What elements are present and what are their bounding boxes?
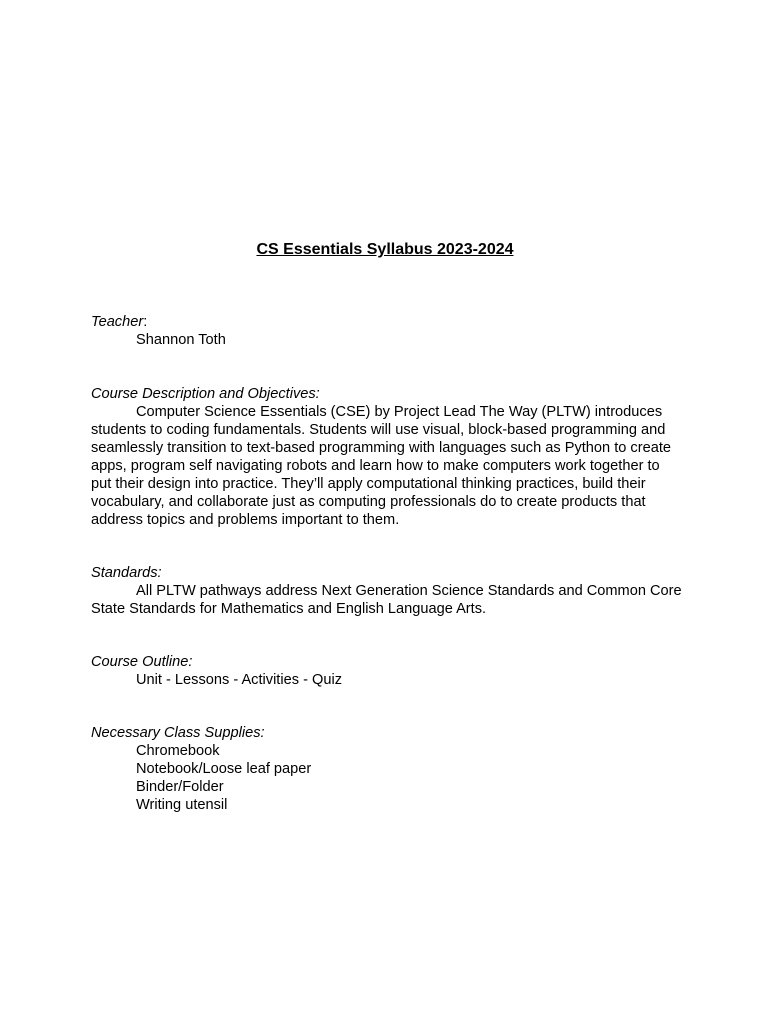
supplies-section	[91, 724, 691, 814]
supplies-heading: Necessary Class Supplies:	[91, 725, 265, 741]
course-description-section	[91, 385, 691, 529]
course-outline-heading: Course Outline:	[91, 654, 193, 670]
supply-item: Notebook/Loose leaf paper	[136, 761, 312, 777]
supply-item: Binder/Folder	[136, 779, 224, 795]
standards-section	[91, 564, 691, 618]
supply-item: Chromebook	[136, 743, 220, 759]
standards-body: All PLTW pathways address Next Generation Science Standards and Common Core State Standards for Mathematics and English Language Arts.	[91, 583, 682, 617]
teacher-name: Shannon Toth	[136, 332, 226, 348]
course-outline-body: Unit - Lessons - Activities - Quiz	[136, 672, 342, 688]
teacher-heading-colon: :	[143, 314, 148, 330]
standards-heading: Standards:	[91, 565, 162, 581]
course-description-body: Computer Science Essentials (CSE) by Project Lead The Way (PLTW) introduces students to coding fundamentals. Students will use visual, block-based programming and seamlessly transition to text-based programming with languages such as Python to create apps, program self navigating robots and learn how to make computers work together to put their design into practice. They’ll apply computational thinking practices, build their vocabulary, and collaborate just as computing professionals do to create products that address topics and problems important to them.	[91, 404, 671, 528]
course-description-heading: Course Description and Objectives:	[91, 386, 320, 402]
course-outline-section	[91, 653, 691, 689]
teacher-heading-text: Teacher	[91, 314, 144, 330]
teacher-section	[91, 313, 691, 349]
document-title: CS Essentials Syllabus 2023-2024	[256, 241, 514, 258]
supply-item: Writing utensil	[136, 797, 228, 813]
teacher-heading	[91, 313, 691, 331]
